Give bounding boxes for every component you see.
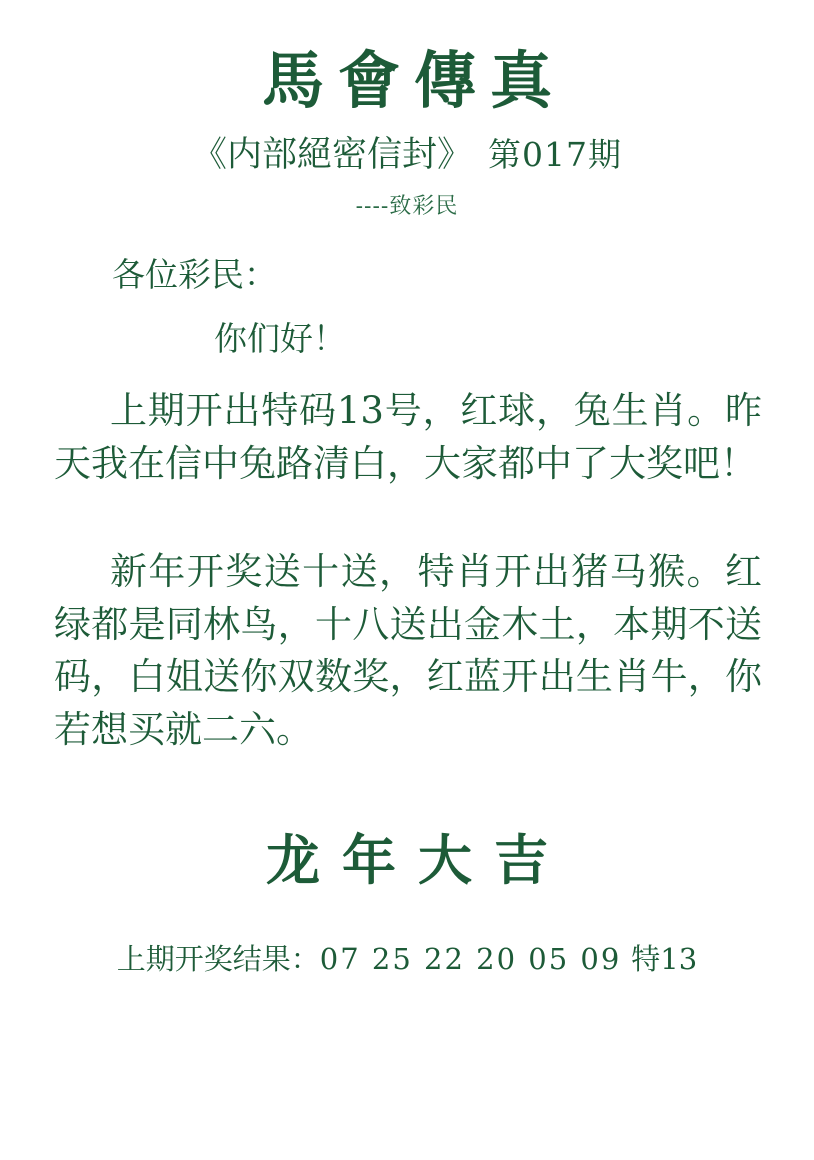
dedication-text: ----致彩民 (355, 194, 459, 220)
letter-body (0, 250, 814, 756)
issue-number: 第017期 (488, 135, 622, 175)
paragraph-one: 上期开出特码13号，红球，兔生肖。昨天我在信中兔路清白，大家都中了大奖吧！ (54, 389, 762, 485)
subtitle-line (0, 127, 814, 177)
subtitle-text: 《内部絕密信封》 (191, 135, 472, 176)
lucky-phrase: 龙年大吉 (266, 828, 570, 893)
greeting: 你们好！ (214, 318, 346, 358)
document-page (0, 44, 814, 1160)
salutation: 各位彩民： (112, 255, 277, 295)
last-draw-special: 特13 (631, 942, 698, 977)
last-draw-label: 上期开奖结果： (116, 942, 320, 977)
paragraph-two: 新年开奖送十送，特肖开出猪马猴。红绿都是同林鸟，十八送出金木土，本期不送码，白姐送你双数奖，红蓝开出生肖牛，你若想买就二六。 (54, 550, 762, 751)
last-draw-numbers: 07 25 22 20 05 09 (319, 942, 622, 977)
page-title: 馬會傳真 (261, 44, 566, 117)
last-draw-result (0, 937, 814, 978)
